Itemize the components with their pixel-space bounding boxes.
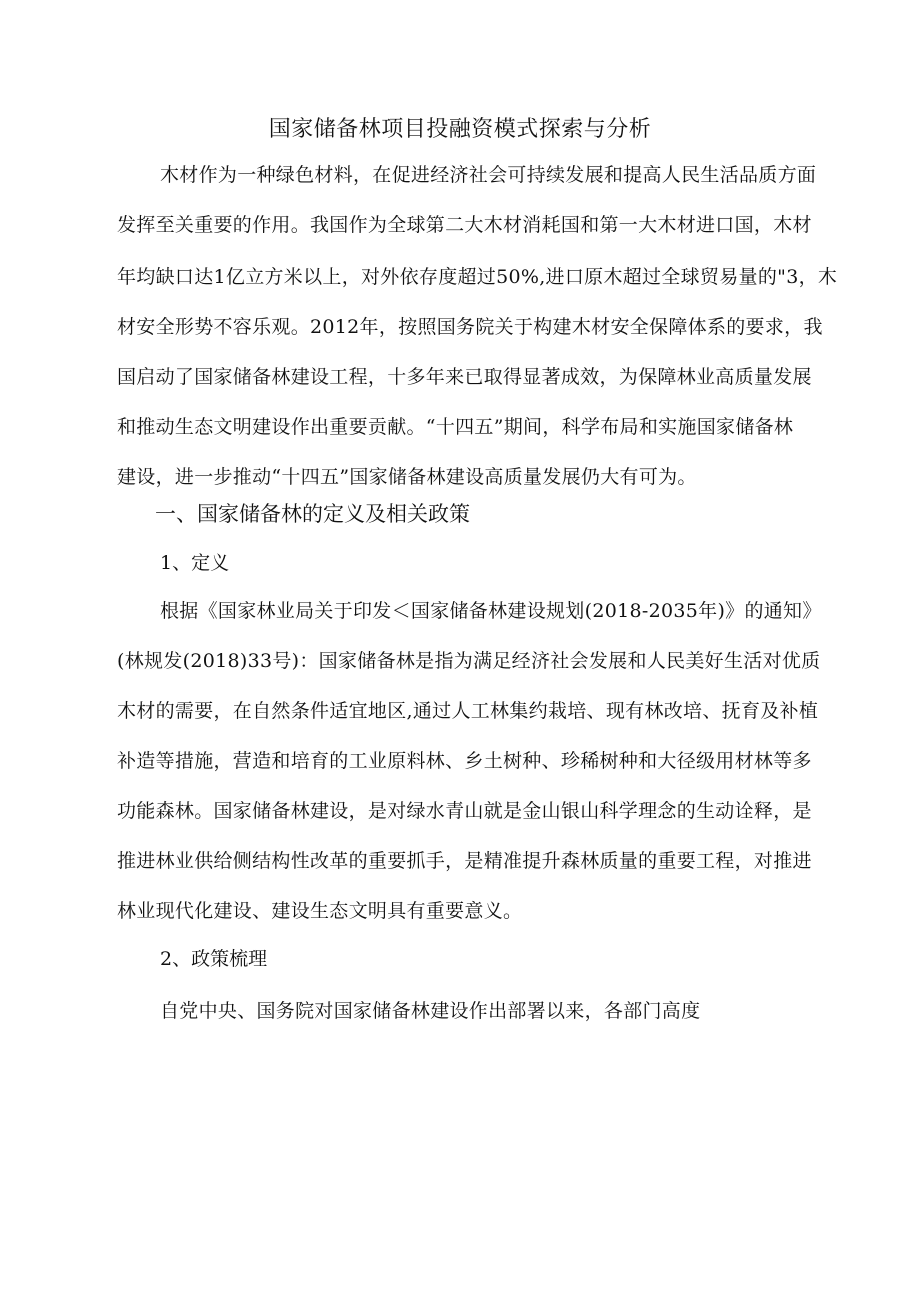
intro-line-7: 建设，进一步推动“十四五”国家储备林建设高质量发展仍大有可为。 bbox=[117, 466, 697, 488]
definition-line-2: (林规发(2018)33号)：国家储备林是指为满足经济社会发展和人民美好生活对优质 bbox=[117, 650, 821, 672]
intro-line-1: 木材作为一种绿色材料，在促进经济社会可持续发展和提高人民生活品质方面 bbox=[160, 164, 817, 186]
definition-line-5: 功能森林。国家储备林建设，是对绿水青山就是金山银山科学理念的生动诠释，是 bbox=[117, 800, 812, 822]
section-heading-1: 一、国家储备林的定义及相关政策 bbox=[155, 502, 470, 526]
intro-line-2: 发挥至关重要的作用。我国作为全球第二大木材消耗国和第一大木材进口国，木材 bbox=[117, 214, 812, 236]
intro-line-3: 年均缺口达1亿立方米以上，对外依存度超过50%,进口原木超过全球贸易量的"3，木 bbox=[117, 266, 838, 288]
policy-line-1: 自党中央、国务院对国家储备林建设作出部署以来，各部门高度 bbox=[160, 1000, 701, 1022]
subheading-policy: 2、政策梳理 bbox=[160, 948, 268, 970]
intro-line-6: 和推动生态文明建设作出重要贡献。“十四五”期间，科学布局和实施国家储备林 bbox=[117, 416, 794, 438]
intro-line-5: 国启动了国家储备林建设工程，十多年来已取得显著成效，为保障林业高质量发展 bbox=[117, 366, 812, 388]
definition-line-6: 推进林业供给侧结构性改革的重要抓手，是精准提升森林质量的重要工程，对推进 bbox=[117, 850, 812, 872]
intro-line-4: 材安全形势不容乐观。2012年，按照国务院关于构建木材安全保障体系的要求，我 bbox=[117, 316, 823, 338]
definition-line-7: 林业现代化建设、建设生态文明具有重要意义。 bbox=[117, 900, 523, 922]
subheading-definition: 1、定义 bbox=[160, 552, 230, 574]
definition-line-4: 补造等措施，营造和培育的工业原料林、乡土树种、珍稀树种和大径级用材林等多 bbox=[117, 750, 812, 772]
document-title: 国家储备林项目投融资模式探索与分析 bbox=[268, 117, 652, 142]
definition-line-1: 根据《国家林业局关于印发＜国家储备林建设规划(2018-2035年)》的通知》 bbox=[160, 600, 822, 622]
definition-line-3: 木材的需要，在自然条件适宜地区,通过人工林集约栽培、现有林改培、抚育及补植 bbox=[117, 700, 819, 722]
